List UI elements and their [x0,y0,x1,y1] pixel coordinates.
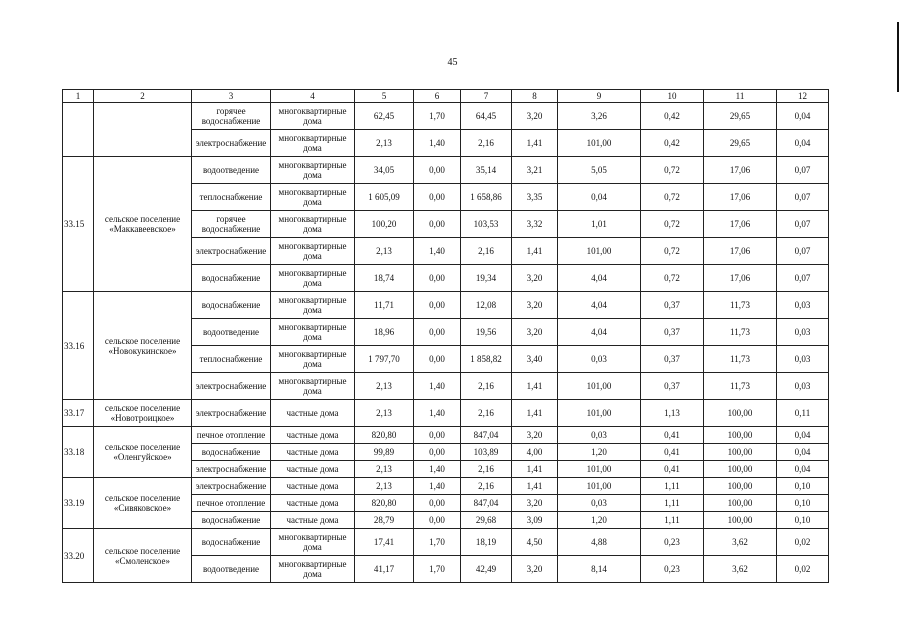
value-cell-5: 1 605,09 [355,184,414,211]
margin-line [897,22,899,92]
value-cell-6: 0,00 [414,157,461,184]
table-row [63,529,829,556]
value-cell-8: 3,20 [512,292,558,319]
value-cell-9: 101,00 [558,238,641,265]
value-cell-8: 1,41 [512,373,558,400]
value-cell-9: 8,14 [558,556,641,583]
value-cell-8: 3,40 [512,346,558,373]
value-cell-12: 0,07 [777,157,829,184]
value-cell-6: 1,40 [414,238,461,265]
service-type: водоотведение [192,556,271,583]
value-cell-10: 1,11 [641,495,704,512]
value-cell-7: 2,16 [461,478,512,495]
housing-type: частные дома [271,444,355,461]
value-cell-12: 0,07 [777,184,829,211]
table-row [63,292,829,319]
value-cell-10: 1,11 [641,512,704,529]
value-cell-6: 1,70 [414,556,461,583]
value-cell-9: 4,04 [558,265,641,292]
value-cell-9: 101,00 [558,400,641,427]
value-cell-8: 1,41 [512,400,558,427]
value-cell-6: 0,00 [414,292,461,319]
value-cell-8: 3,35 [512,184,558,211]
value-cell-7: 35,14 [461,157,512,184]
value-cell-8: 1,41 [512,478,558,495]
value-cell-5: 41,17 [355,556,414,583]
value-cell-5: 1 797,70 [355,346,414,373]
value-cell-6: 0,00 [414,495,461,512]
column-number-6: 6 [414,90,461,103]
housing-type: многоквартирные дома [271,211,355,238]
service-type: электроснабжение [192,130,271,157]
settlement-name [94,103,192,157]
value-cell-5: 2,13 [355,373,414,400]
housing-type: многоквартирные дома [271,184,355,211]
value-cell-11: 100,00 [704,478,777,495]
row-code [63,103,94,157]
value-cell-6: 0,00 [414,427,461,444]
column-number-8: 8 [512,90,558,103]
value-cell-6: 1,40 [414,461,461,478]
value-cell-10: 0,37 [641,346,704,373]
value-cell-8: 3,20 [512,427,558,444]
value-cell-10: 0,37 [641,319,704,346]
tariff-table [62,89,829,583]
housing-type: многоквартирные дома [271,130,355,157]
row-code: 33.19 [63,478,94,529]
value-cell-7: 847,04 [461,495,512,512]
settlement-name: сельское поселение «Сивяковское» [94,478,192,529]
value-cell-9: 4,04 [558,292,641,319]
service-type: водоснабжение [192,292,271,319]
column-number-2: 2 [94,90,192,103]
housing-type: многоквартирные дома [271,238,355,265]
value-cell-12: 0,10 [777,512,829,529]
value-cell-10: 0,72 [641,184,704,211]
value-cell-8: 3,20 [512,556,558,583]
value-cell-11: 100,00 [704,512,777,529]
value-cell-11: 29,65 [704,103,777,130]
row-code: 33.16 [63,292,94,400]
value-cell-5: 17,41 [355,529,414,556]
column-number-1: 1 [63,90,94,103]
value-cell-8: 1,41 [512,461,558,478]
service-type: горячее водоснабжение [192,211,271,238]
value-cell-11: 17,06 [704,265,777,292]
value-cell-12: 0,02 [777,529,829,556]
table-row [63,157,829,184]
value-cell-7: 29,68 [461,512,512,529]
value-cell-6: 1,40 [414,130,461,157]
value-cell-6: 1,70 [414,529,461,556]
housing-type: частные дома [271,461,355,478]
value-cell-10: 0,72 [641,211,704,238]
value-cell-9: 4,04 [558,319,641,346]
housing-type: многоквартирные дома [271,529,355,556]
housing-type: многоквартирные дома [271,157,355,184]
value-cell-8: 3,20 [512,265,558,292]
value-cell-8: 4,50 [512,529,558,556]
value-cell-5: 62,45 [355,103,414,130]
value-cell-9: 101,00 [558,461,641,478]
row-code: 33.17 [63,400,94,427]
value-cell-8: 3,20 [512,319,558,346]
value-cell-12: 0,07 [777,211,829,238]
value-cell-11: 17,06 [704,184,777,211]
value-cell-7: 847,04 [461,427,512,444]
value-cell-6: 0,00 [414,346,461,373]
value-cell-9: 4,88 [558,529,641,556]
value-cell-11: 100,00 [704,427,777,444]
service-type: теплоснабжение [192,346,271,373]
value-cell-5: 2,13 [355,400,414,427]
value-cell-12: 0,03 [777,346,829,373]
value-cell-7: 2,16 [461,130,512,157]
value-cell-5: 2,13 [355,478,414,495]
column-number-5: 5 [355,90,414,103]
service-type: водоотведение [192,157,271,184]
value-cell-6: 1,40 [414,478,461,495]
value-cell-10: 0,72 [641,265,704,292]
value-cell-6: 0,00 [414,512,461,529]
value-cell-5: 100,20 [355,211,414,238]
value-cell-12: 0,04 [777,103,829,130]
value-cell-11: 100,00 [704,461,777,478]
value-cell-5: 820,80 [355,427,414,444]
housing-type: многоквартирные дома [271,319,355,346]
value-cell-7: 64,45 [461,103,512,130]
housing-type: частные дома [271,427,355,444]
value-cell-5: 11,71 [355,292,414,319]
value-cell-10: 0,72 [641,238,704,265]
value-cell-9: 101,00 [558,130,641,157]
row-code: 33.15 [63,157,94,292]
table-row [63,400,829,427]
value-cell-9: 1,20 [558,512,641,529]
value-cell-5: 28,79 [355,512,414,529]
value-cell-12: 0,04 [777,461,829,478]
value-cell-11: 17,06 [704,211,777,238]
value-cell-12: 0,04 [777,130,829,157]
value-cell-10: 0,37 [641,373,704,400]
value-cell-8: 1,41 [512,238,558,265]
settlement-name: сельское поселение «Смоленское» [94,529,192,583]
value-cell-7: 19,34 [461,265,512,292]
service-type: водоснабжение [192,512,271,529]
value-cell-7: 2,16 [461,400,512,427]
value-cell-8: 3,20 [512,103,558,130]
value-cell-11: 100,00 [704,400,777,427]
value-cell-10: 0,42 [641,103,704,130]
housing-type: частные дома [271,478,355,495]
value-cell-7: 2,16 [461,373,512,400]
value-cell-11: 100,00 [704,444,777,461]
column-number-11: 11 [704,90,777,103]
column-number-row [63,90,829,103]
service-type: печное отопление [192,495,271,512]
row-code: 33.20 [63,529,94,583]
value-cell-7: 42,49 [461,556,512,583]
value-cell-7: 1 658,86 [461,184,512,211]
service-type: водоотведение [192,319,271,346]
value-cell-10: 0,23 [641,556,704,583]
value-cell-10: 0,72 [641,157,704,184]
value-cell-5: 34,05 [355,157,414,184]
housing-type: многоквартирные дома [271,346,355,373]
settlement-name: сельское поселение «Маккавеевское» [94,157,192,292]
value-cell-8: 3,09 [512,512,558,529]
value-cell-5: 99,89 [355,444,414,461]
service-type: электроснабжение [192,238,271,265]
value-cell-12: 0,10 [777,495,829,512]
value-cell-10: 0,42 [641,130,704,157]
value-cell-11: 11,73 [704,292,777,319]
value-cell-8: 3,21 [512,157,558,184]
value-cell-7: 18,19 [461,529,512,556]
value-cell-7: 2,16 [461,238,512,265]
value-cell-6: 0,00 [414,319,461,346]
value-cell-5: 2,13 [355,461,414,478]
value-cell-10: 0,41 [641,444,704,461]
column-number-4: 4 [271,90,355,103]
value-cell-5: 18,74 [355,265,414,292]
value-cell-5: 2,13 [355,130,414,157]
value-cell-12: 0,07 [777,265,829,292]
table-row [63,427,829,444]
value-cell-8: 3,32 [512,211,558,238]
value-cell-12: 0,11 [777,400,829,427]
value-cell-12: 0,03 [777,319,829,346]
service-type: водоснабжение [192,444,271,461]
value-cell-6: 0,00 [414,211,461,238]
value-cell-11: 100,00 [704,495,777,512]
value-cell-7: 1 858,82 [461,346,512,373]
value-cell-10: 1,13 [641,400,704,427]
value-cell-12: 0,03 [777,373,829,400]
value-cell-12: 0,03 [777,292,829,319]
value-cell-7: 103,89 [461,444,512,461]
value-cell-9: 0,03 [558,495,641,512]
value-cell-9: 0,03 [558,346,641,373]
value-cell-7: 2,16 [461,461,512,478]
value-cell-7: 12,08 [461,292,512,319]
housing-type: частные дома [271,495,355,512]
value-cell-12: 0,02 [777,556,829,583]
value-cell-10: 1,11 [641,478,704,495]
value-cell-10: 0,41 [641,461,704,478]
housing-type: частные дома [271,400,355,427]
page-number: 45 [447,57,458,68]
column-number-7: 7 [461,90,512,103]
service-type: водоснабжение [192,529,271,556]
row-code: 33.18 [63,427,94,478]
service-type: электроснабжение [192,373,271,400]
value-cell-11: 29,65 [704,130,777,157]
value-cell-6: 0,00 [414,265,461,292]
column-number-3: 3 [192,90,271,103]
value-cell-12: 0,10 [777,478,829,495]
value-cell-9: 101,00 [558,478,641,495]
value-cell-5: 2,13 [355,238,414,265]
service-type: печное отопление [192,427,271,444]
value-cell-6: 1,40 [414,373,461,400]
value-cell-11: 3,62 [704,556,777,583]
settlement-name: сельское поселение «Оленгуйское» [94,427,192,478]
housing-type: многоквартирные дома [271,265,355,292]
table-row [63,103,829,130]
value-cell-6: 1,70 [414,103,461,130]
value-cell-12: 0,04 [777,427,829,444]
value-cell-9: 0,04 [558,184,641,211]
housing-type: многоквартирные дома [271,103,355,130]
column-number-12: 12 [777,90,829,103]
column-number-9: 9 [558,90,641,103]
value-cell-12: 0,04 [777,444,829,461]
service-type: электроснабжение [192,478,271,495]
service-type: горячее водоснабжение [192,103,271,130]
value-cell-7: 103,53 [461,211,512,238]
column-number-10: 10 [641,90,704,103]
value-cell-6: 0,00 [414,184,461,211]
value-cell-9: 3,26 [558,103,641,130]
value-cell-5: 18,96 [355,319,414,346]
value-cell-8: 3,20 [512,495,558,512]
value-cell-11: 17,06 [704,157,777,184]
value-cell-9: 101,00 [558,373,641,400]
housing-type: многоквартирные дома [271,556,355,583]
service-type: теплоснабжение [192,184,271,211]
value-cell-11: 11,73 [704,346,777,373]
value-cell-10: 0,23 [641,529,704,556]
value-cell-9: 5,05 [558,157,641,184]
settlement-name: сельское поселение «Новокукинское» [94,292,192,400]
value-cell-11: 17,06 [704,238,777,265]
value-cell-10: 0,37 [641,292,704,319]
value-cell-9: 1,20 [558,444,641,461]
table-row [63,478,829,495]
service-type: водоснабжение [192,265,271,292]
value-cell-10: 0,41 [641,427,704,444]
housing-type: частные дома [271,512,355,529]
service-type: электроснабжение [192,400,271,427]
settlement-name: сельское поселение «Новотроицкое» [94,400,192,427]
value-cell-11: 11,73 [704,373,777,400]
value-cell-11: 3,62 [704,529,777,556]
value-cell-8: 1,41 [512,130,558,157]
value-cell-6: 0,00 [414,444,461,461]
value-cell-9: 1,01 [558,211,641,238]
value-cell-11: 11,73 [704,319,777,346]
value-cell-9: 0,03 [558,427,641,444]
housing-type: многоквартирные дома [271,373,355,400]
housing-type: многоквартирные дома [271,292,355,319]
value-cell-8: 4,00 [512,444,558,461]
value-cell-12: 0,07 [777,238,829,265]
value-cell-6: 1,40 [414,400,461,427]
value-cell-7: 19,56 [461,319,512,346]
value-cell-5: 820,80 [355,495,414,512]
service-type: электроснабжение [192,461,271,478]
